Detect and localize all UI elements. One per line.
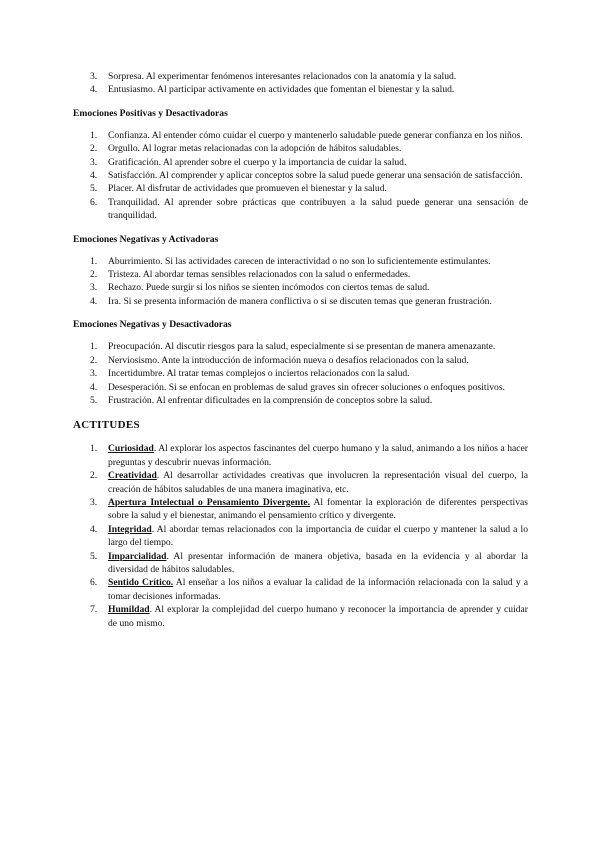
- list-item: 2. Creatividad. Al desarrollar actividades creativas que involucren la representación visual del cuerpo, la creación de hábitos saludables de una manera imaginativa, etc.: [90, 470, 528, 495]
- list-item-text: Rechazo. Puede surgir si los niños se sienten incómodos con ciertos temas de salud.: [108, 282, 430, 294]
- attitude-term: Imparcialidad: [108, 550, 167, 562]
- list-item: 1. Preocupación. Al discutir riesgos para la salud, especialmente si se presentan de manera amenazante.: [90, 341, 496, 353]
- attitudes-list: [73, 442, 528, 630]
- attitude-text: . Al presentar información de manera objetiva, basada en la evidencia y al abordar la diversidad de hábitos saludables.: [108, 550, 528, 575]
- list-item: 2. Nerviosismo. Ante la introducción de información nueva o desafíos relacionados con la salud.: [90, 354, 469, 366]
- list-item-text: Sorpresa. Al experimentar fenómenos interesantes relacionados con la anatomía y la salud.: [108, 71, 457, 82]
- list-item-text: Gratificación. Al aprender sobre el cuerpo y la importancia de cuidar la salud.: [108, 156, 407, 168]
- list-item: 3. Gratificación. Al aprender sobre el cuerpo y la importancia de cuidar la salud.: [90, 156, 407, 168]
- document-content: [73, 70, 528, 630]
- attitude-text: . Al explorar los aspectos fascinantes del cuerpo humano y la salud, animando a los niños a hacer preguntas y descubrir nuevas información.: [108, 443, 528, 468]
- attitude-term: Humildad: [108, 604, 150, 616]
- section-title-negative-activating: Emociones Negativas y Activadoras: [73, 233, 219, 245]
- attitude-text: . Al explorar la complejidad del cuerpo humano y reconocer la importancia de aprender y cuidar de uno mismo.: [108, 604, 528, 629]
- list-item-text: Ira. Si se presenta información de manera conflictiva o si se discuten temas que generan frustración.: [108, 295, 492, 307]
- list-item-text: Tristeza. Al abordar temas sensibles relacionados con la salud o enfermedades.: [108, 269, 411, 281]
- attitude-text: . Al abordar temas relacionados con la importancia de cuidar el cuerpo y mantener la salud a lo largo del tiempo.: [108, 523, 528, 549]
- list-item-text: Placer. Al disfrutar de actividades que promueven el bienestar y la salud.: [108, 183, 387, 195]
- list-item-text: Aburrimiento. Si las actividades carecen de interactividad o no son lo suficientemente estimulantes.: [108, 255, 491, 267]
- list-item: 4. Integridad. Al abordar temas relacionados con la importancia de cuidar el cuerpo y mantener la salud a lo largo del tiempo.: [90, 523, 528, 549]
- attitude-text: Al enseñar a los niños a evaluar la calidad de la información relacionada con la salud y a tomar decisiones informadas.: [108, 577, 528, 602]
- list-item-text: Confianza. Al entender cómo cuidar el cuerpo y mantenerlo saludable puede generar confianza en los niños.: [108, 129, 523, 141]
- list-item: 2. Tristeza. Al abordar temas sensibles relacionados con la salud o enfermedades.: [90, 269, 411, 281]
- list-item: 1. Confianza. Al entender cómo cuidar el cuerpo y mantenerlo saludable puede generar confianza en los niños.: [90, 129, 523, 141]
- attitude-term: Creatividad: [108, 470, 157, 482]
- attitude-term: Sentido Crítico.: [108, 577, 174, 589]
- list-item: 1. Aburrimiento. Si las actividades carecen de interactividad o no son lo suficientemente estimulantes.: [90, 255, 491, 267]
- attitude-text: Al fomentar la exploración de diferentes perspectivas sobre la salud y el bienestar, animando el pensamiento crítico y divergente.: [108, 496, 528, 522]
- negative-deactivating-list: [73, 340, 528, 407]
- list-item: 4. Entusiasmo. Al participar activamente en actividades que fomentan el bienestar y la salud.: [90, 84, 455, 96]
- negative-activating-list: [73, 255, 528, 309]
- list-item: 1. Curiosidad. Al explorar los aspectos fascinantes del cuerpo humano y la salud, animando a los niños a hacer preguntas y descubrir nuevas información.: [90, 443, 528, 468]
- list-item: 5. Placer. Al disfrutar de actividades que promueven el bienestar y la salud.: [90, 183, 387, 195]
- attitude-term: Integridad: [108, 523, 152, 535]
- list-item: 5. Frustración. Al enfrentar dificultades en la comprensión de conceptos sobre la salud.: [90, 394, 433, 406]
- intro-list: [73, 70, 528, 97]
- list-item: 3. Incertidumbre. Al tratar temas complejos o inciertos relacionados con la salud.: [90, 368, 410, 380]
- list-item-text: Incertidumbre. Al tratar temas complejos o inciertos relacionados con la salud.: [108, 368, 410, 380]
- list-item: 6. Sentido Crítico. Al enseñar a los niños a evaluar la calidad de la información relacionada con la salud y a tomar decisiones informadas.: [90, 577, 528, 602]
- list-item: 3. Apertura Intelectual o Pensamiento Divergente. Al fomentar la exploración de diferentes perspectivas sobre la salud y el bienestar, animando el pensamiento crítico y divergente.: [90, 496, 528, 522]
- attitude-term: Curiosidad: [108, 443, 154, 455]
- list-item-text: Satisfacción. Al comprender y aplicar conceptos sobre la salud puede generar una sensación de satisfacción.: [108, 170, 523, 182]
- list-item: 2. Orgullo. Al lograr metas relacionadas con la adopción de hábitos saludables.: [90, 143, 402, 155]
- list-item: 4. Satisfacción. Al comprender y aplicar conceptos sobre la salud puede generar una sensación de satisfacción.: [90, 170, 523, 182]
- list-item-text: Tranquilidad. Al aprender sobre prácticas que contribuyen a la salud puede generar una sensación de tranquilidad.: [108, 196, 528, 222]
- positive-deactivating-list: [73, 129, 528, 223]
- list-item-text: Frustración. Al enfrentar dificultades en la comprensión de conceptos sobre la salud.: [108, 394, 433, 406]
- list-item: 3. Sorpresa. Al experimentar fenómenos interesantes relacionados con la anatomía y la salud.: [90, 71, 457, 82]
- section-title-positive-deactivating: Emociones Positivas y Desactivadoras: [73, 107, 228, 119]
- list-item: 4. Desesperación. Si se enfocan en problemas de salud graves sin ofrecer soluciones o enfoques positivos.: [90, 381, 505, 393]
- list-item-text: Orgullo. Al lograr metas relacionadas con la adopción de hábitos saludables.: [108, 143, 402, 155]
- section-title-negative-deactivating: Emociones Negativas y Desactivadoras: [73, 319, 232, 331]
- list-item: 4. Ira. Si se presenta información de manera conflictiva o si se discuten temas que generan frustración.: [90, 295, 492, 307]
- list-item-text: Nerviosismo. Ante la introducción de información nueva o desafíos relacionados con la salud.: [108, 354, 469, 366]
- list-item-text: Desesperación. Si se enfocan en problemas de salud graves sin ofrecer soluciones o enfoques positivos.: [108, 381, 505, 393]
- list-item: 5. Imparcialidad. Al presentar información de manera objetiva, basada en la evidencia y al abordar la diversidad de hábitos saludables.: [90, 550, 528, 575]
- list-item-text: Entusiasmo. Al participar activamente en actividades que fomentan el bienestar y la salud.: [108, 84, 455, 96]
- list-item-text: Preocupación. Al discutir riesgos para la salud, especialmente si se presentan de manera amenazante.: [108, 341, 496, 353]
- attitude-text: . Al desarrollar actividades creativas que involucren la representación visual del cuerpo, la creación de hábitos saludables de una manera imaginativa, etc.: [108, 470, 528, 495]
- list-item: 6. Tranquilidad. Al aprender sobre prácticas que contribuyen a la salud puede generar una sensación de tranquilidad.: [90, 196, 528, 222]
- list-item: 3. Rechazo. Puede surgir si los niños se sienten incómodos con ciertos temas de salud.: [90, 282, 430, 294]
- list-item: 7. Humildad. Al explorar la complejidad del cuerpo humano y reconocer la importancia de aprender y cuidar de uno mismo.: [90, 604, 528, 629]
- attitudes-heading: ACTITUDES: [73, 419, 140, 432]
- attitude-term: Apertura Intelectual o Pensamiento Divergente.: [108, 496, 311, 508]
